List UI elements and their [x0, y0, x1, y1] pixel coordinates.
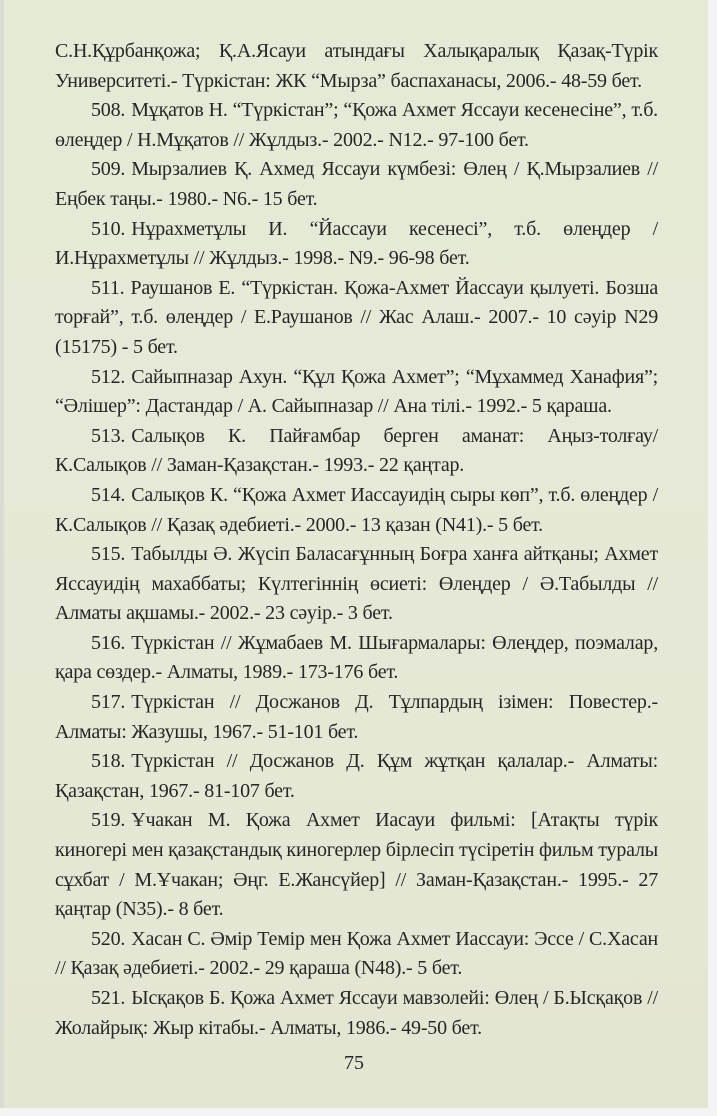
entry-text: Сайыпназар Ахун. “Құл Қожа Ахмет”; “Мұхаммед Ханафия”; “Әлішер”: Дастандар / А. Сайыпназар // Ана тілі.- 1992.- 5 қараша.: [55, 365, 658, 418]
bibliography-entry-519: [55, 806, 658, 924]
page-right-margin: [708, 0, 717, 1116]
bibliography-list: [55, 37, 658, 1043]
page-number: 75: [344, 1052, 364, 1074]
entry-number: 516.: [91, 631, 126, 654]
entry-text: Хасан С. Әмір Темір мен Қожа Ахмет Иассауи: Эссе / С.Хасан // Қазақ әдебиеті.- 2002.- 29 қараша (N48).- 5 бет.: [55, 927, 658, 980]
continuation-entry: [55, 37, 658, 96]
entry-number: 513.: [91, 424, 126, 447]
entry-number: 509.: [91, 158, 126, 181]
entry-number: 517.: [91, 691, 126, 714]
bibliography-entry-518: [55, 747, 658, 806]
entry-text: Түркістан // Досжанов Д. Тұлпардың ізімен: Повестер.- Алматы: Жазушы, 1967.- 51-101 бет.: [55, 691, 658, 743]
entry-text: Мұқатов Н. “Түркістан”; “Қожа Ахмет Яссауи кесенесіне”, т.б. өлеңдер / Н.Мұқатов // Жұлдыз.- 2002.- N12.- 97-100 бет.: [55, 99, 658, 151]
bibliography-entry-509: [55, 155, 658, 214]
entry-text: С.Н.Құрбанқожа; Қ.А.Ясауи атындағы Халықаралық Қазақ-Түрік Университеті.- Түркістан: ЖК “Мырза” баспаханасы, 2006.- 48-59 бет.: [55, 40, 658, 92]
entry-text: Түркістан // Жұмабаев М. Шығармалары: Өлеңдер, поэмалар, қара сөздер.- Алматы, 1989.- 173-176 бет.: [55, 631, 658, 684]
entry-text: Ұчакан М. Қожа Ахмет Иасауи фильмі: [Атақты түрік киногері мен қазақстандық киногерлер бірлесіп түсіретін фильм туралы сұхбат / М.Ұчакан; Әңг. Е.Жансүйер] // Заман-Қазақстан.- 1995.- 27 қаңтар (N35).- 8 бет.: [55, 809, 658, 921]
entry-text: Салықов К. “Қожа Ахмет Иассауидің сыры көп”, т.б. өлеңдер / К.Салықов // Қазақ әдебиеті.- 2000.- 13 қазан (N41).- 5 бет.: [55, 483, 658, 536]
bibliography-entry-514: [55, 481, 658, 540]
bibliography-entry-517: [55, 688, 658, 747]
entry-number: 510.: [91, 217, 126, 240]
entry-number: 520.: [91, 927, 126, 950]
bibliography-entry-510: [55, 215, 658, 274]
bibliography-entry-512: [55, 363, 658, 422]
bibliography-entry-511: [55, 274, 658, 363]
entry-text: Ысқақов Б. Қожа Ахмет Яссауи мавзолейі: Өлең / Б.Ысқақов // Жолайрық: Жыр кітабы.- Алматы, 1986.- 49-50 бет.: [55, 987, 658, 1039]
entry-text: Раушанов Е. “Түркістан. Қожа-Ахмет Йассауи қылуеті. Бозша торғай”, т.б. өлеңдер / Е.Раушанов // Жас Алаш.- 2007.- 10 сәуір N29 (15175) - 5 бет.: [55, 276, 658, 358]
entry-text: Салықов К. Пайғамбар берген аманат: Аңыз-толғау/ К.Салықов // Заман-Қазақстан.- 1993.- 22 қаңтар.: [55, 424, 658, 477]
entry-number: 514.: [91, 483, 126, 506]
entry-number: 512.: [91, 365, 126, 388]
bibliography-entry-521: [55, 984, 658, 1043]
entry-number: 515.: [91, 543, 126, 566]
page-left-edge: [0, 0, 4, 1108]
entry-number: 518.: [91, 750, 126, 773]
entry-text: Табылды Ә. Жүсіп Баласағұнның Боғра ханға айтқаны; Ахмет Яссауидің махаббаты; Күлтегіннің өсиеті: Өлеңдер / Ә.Табылды // Алматы ақшамы.- 2002.- 23 сәуір.- 3 бет.: [55, 543, 658, 625]
entry-text: Түркістан // Досжанов Д. Құм жұтқан қалалар.- Алматы: Қазақстан, 1967.- 81-107 бет.: [55, 750, 658, 802]
bibliography-entry-520: [55, 925, 658, 984]
entry-text: Мырзалиев Қ. Ахмед Яссауи күмбезі: Өлең / Қ.Мырзалиев // Еңбек таңы.- 1980.- N6.- 15 бет.: [55, 158, 658, 210]
entry-text: Нұрахметұлы И. “Йассауи кесенесі”, т.б. өлеңдер / И.Нұрахметұлы // Жұлдыз.- 1998.- N9.- 96-98 бет.: [55, 217, 658, 270]
page-bottom-margin: [0, 1108, 717, 1116]
bibliography-entry-508: [55, 96, 658, 155]
bibliography-entry-513: [55, 422, 658, 481]
entry-number: 511.: [91, 276, 125, 299]
bibliography-entry-516: [55, 629, 658, 688]
entry-number: 521.: [91, 987, 126, 1009]
entry-number: 508.: [91, 99, 126, 122]
bibliography-entry-515: [55, 540, 658, 629]
entry-number: 519.: [91, 809, 126, 832]
